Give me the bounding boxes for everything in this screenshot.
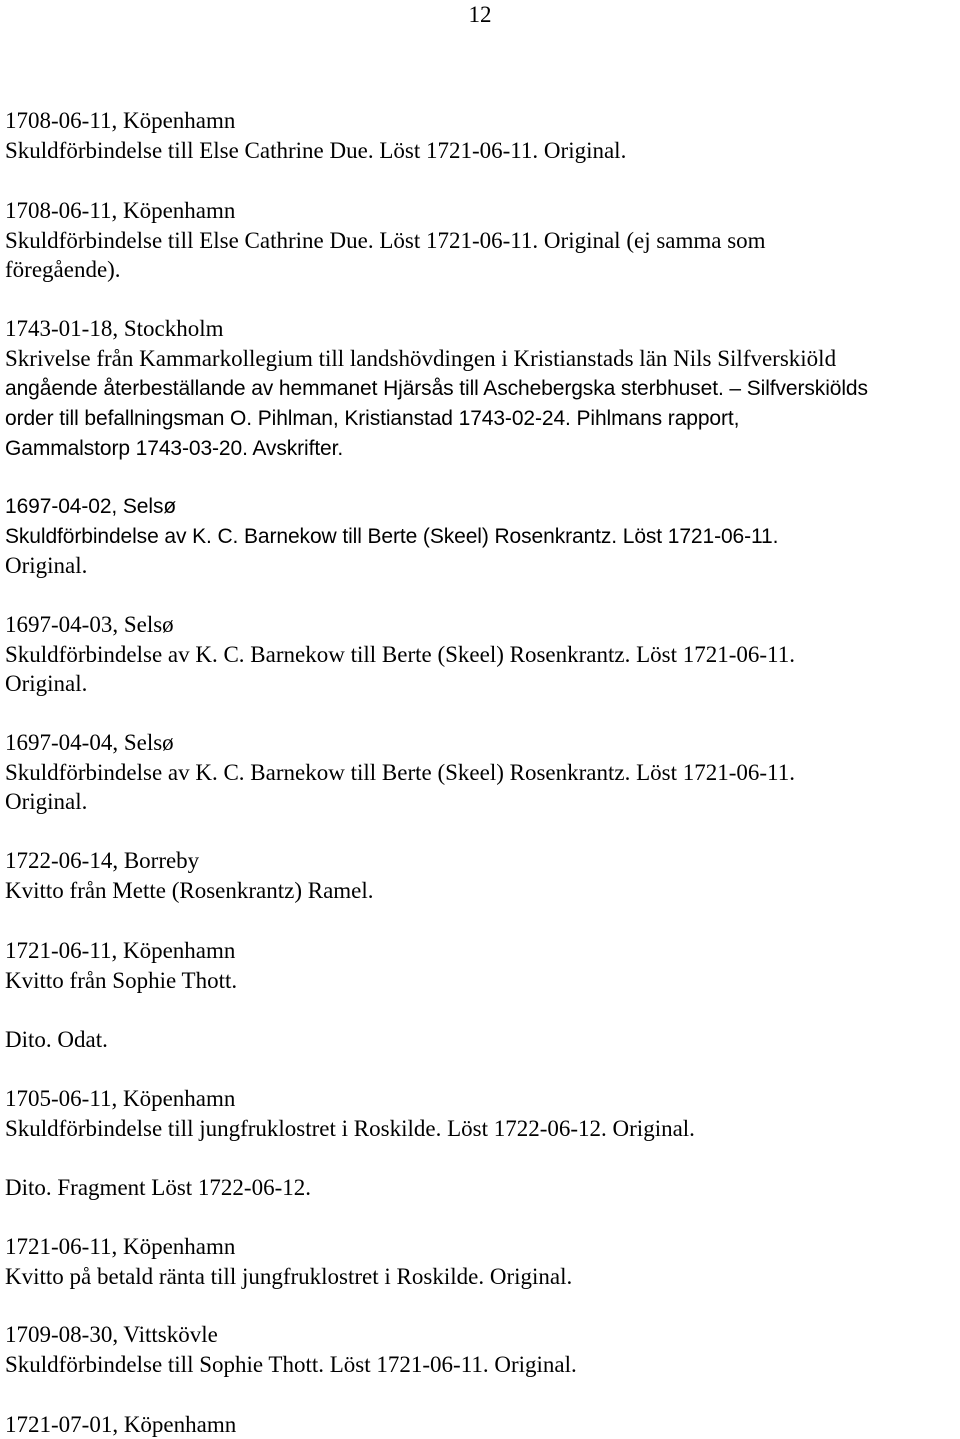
entry-description: Original. [5,789,88,814]
entry-description: Original. [5,553,88,578]
entry-description: Gammalstorp 1743-03-20. Avskrifter. [5,437,344,460]
entry-date-place: 1721-06-11, Köpenhamn [5,1234,236,1259]
entry-description: order till befallningsman O. Pihlman, Kristianstad 1743-02-24. Pihlmans rapport, [5,407,740,430]
entry-description: Original. [5,671,88,696]
entry-description: Skuldförbindelse till jungfruklostret i Roskilde. Löst 1722-06-12. Original. [5,1116,695,1141]
entry-description: Skuldförbindelse av K. C. Barnekow till Berte (Skeel) Rosenkrantz. Löst 1721-06-11. [5,642,795,667]
entry-date-place: 1721-06-11, Köpenhamn [5,938,236,963]
entry-description: Dito. Fragment Löst 1722-06-12. [5,1175,311,1200]
entry-date-place: 1709-08-30, Vittskövle [5,1322,218,1347]
entry-date-place: 1697-04-03, Selsø [5,612,174,637]
entry-date-place: 1708-06-11, Köpenhamn [5,108,236,133]
entry-description: Skuldförbindelse av K. C. Barnekow till Berte (Skeel) Rosenkrantz. Löst 1721-06-11. [5,525,779,548]
entry-description: Skuldförbindelse till Else Cathrine Due. Löst 1721-06-11. Original (ej samma som [5,228,766,253]
entry-date-place: 1697-04-04, Selsø [5,730,174,755]
entry-description: Skrivelse från Kammarkollegium till landshövdingen i Kristianstads län Nils Silfverskiöld [5,346,837,371]
entry-date-place: 1697-04-02, Selsø [5,495,177,518]
entry-description: Skuldförbindelse av K. C. Barnekow till Berte (Skeel) Rosenkrantz. Löst 1721-06-11. [5,760,795,785]
entry-description: Kvitto på betald ränta till jungfruklostret i Roskilde. Original. [5,1264,573,1289]
entry-date-place: 1708-06-11, Köpenhamn [5,198,236,223]
entry-date-place: 1705-06-11, Köpenhamn [5,1086,236,1111]
entry-description: Kvitto från Sophie Thott. [5,968,238,993]
entry-date-place: 1721-07-01, Köpenhamn [5,1412,237,1437]
entry-description: Dito. Odat. [5,1027,108,1052]
entry-description: föregående). [5,257,121,282]
entry-description: angående återbeställande av hemmanet Hjärsås till Aschebergska sterbhuset. – Silfverskiölds [5,377,868,400]
entry-description: Skuldförbindelse till Sophie Thott. Löst 1721-06-11. Original. [5,1352,577,1377]
entry-description: Kvitto från Mette (Rosenkrantz) Ramel. [5,878,374,903]
entry-description: Skuldförbindelse till Else Cathrine Due. Löst 1721-06-11. Original. [5,138,627,163]
entry-date-place: 1743-01-18, Stockholm [5,316,224,341]
entry-date-place: 1722-06-14, Borreby [5,848,200,873]
page-number: 12 [468,2,492,27]
